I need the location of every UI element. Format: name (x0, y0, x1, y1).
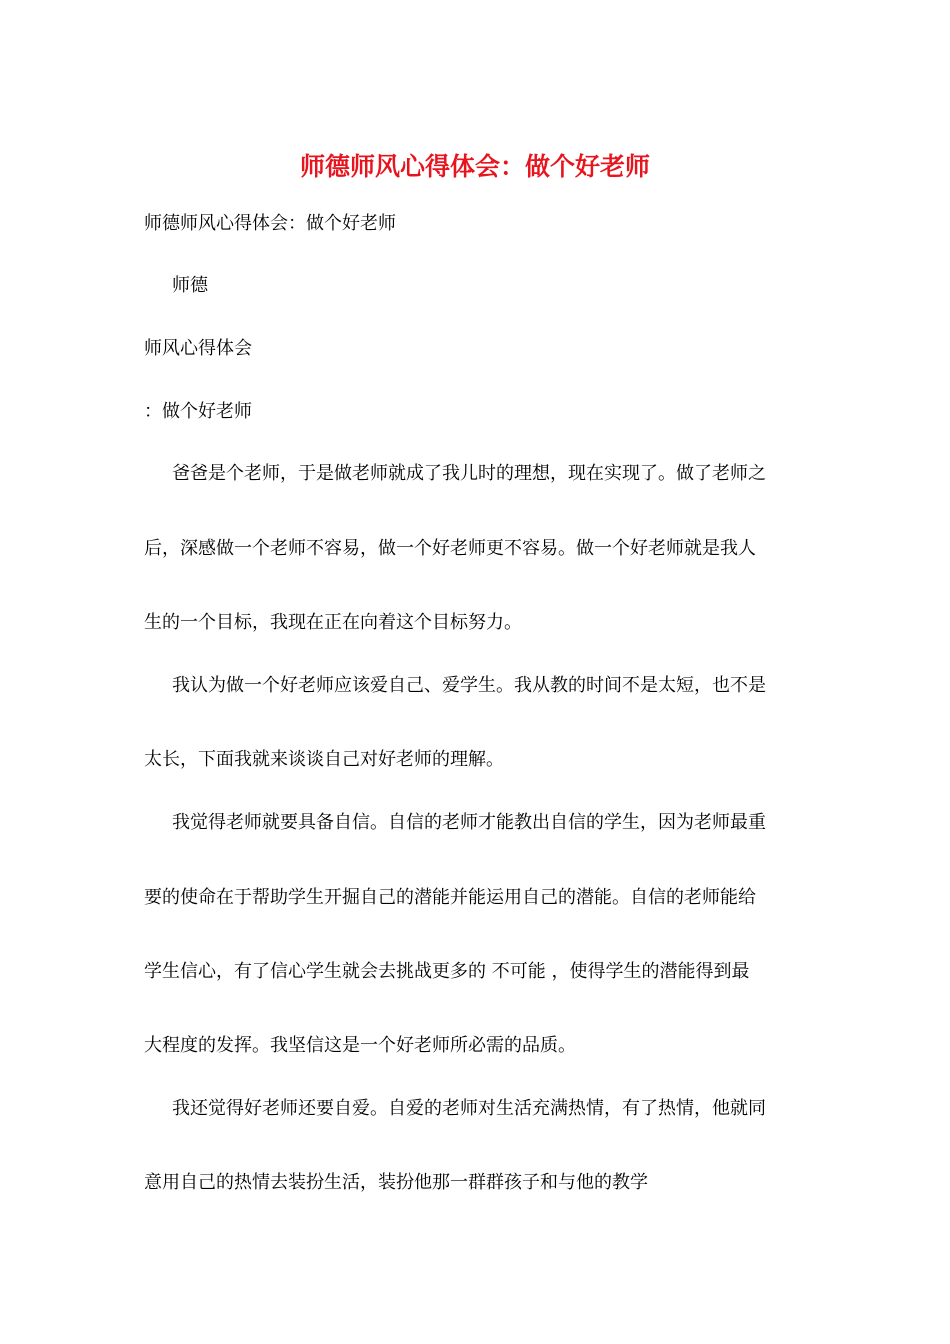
paragraph-line: 意用自己的热情去装扮生活，装扮他那一群群孩子和与他的教学 (144, 1172, 648, 1193)
paragraph-line: 爸爸是个老师，于是做老师就成了我儿时的理想，现在实现了。做了老师之 (172, 463, 766, 484)
heading-fragment-line: 师德 (172, 275, 208, 296)
paragraph-line: 大程度的发挥。我坚信这是一个好老师所必需的品质。 (144, 1035, 576, 1056)
heading-fragment-line: 师风心得体会 (144, 338, 252, 359)
paragraph-line: 要的使命在于帮助学生开掘自己的潜能并能运用自己的潜能。自信的老师能给 (144, 887, 756, 908)
paragraph-line: 我还觉得好老师还要自爱。自爱的老师对生活充满热情，有了热情，他就同 (172, 1098, 766, 1119)
paragraph-line: 后，深感做一个老师不容易，做一个好老师更不容易。做一个好老师就是我人 (144, 538, 756, 559)
heading-fragment-line: ：做个好老师 (144, 401, 252, 422)
paragraph-line: 我认为做一个好老师应该爱自己、爱学生。我从教的时间不是太短，也不是 (172, 675, 766, 696)
paragraph-line: 我觉得老师就要具备自信。自信的老师才能教出自信的学生，因为老师最重 (172, 812, 766, 833)
document-title: 师德师风心得体会：做个好老师 (299, 152, 650, 181)
paragraph-line: 太长，下面我就来谈谈自己对好老师的理解。 (144, 749, 504, 770)
paragraph-line: 学生信心，有了信心学生就会去挑战更多的 不可能 ，使得学生的潜能得到最 (144, 961, 750, 982)
paragraph-line: 生的一个目标，我现在正在向着这个目标努力。 (144, 612, 522, 633)
subtitle-line: 师德师风心得体会：做个好老师 (144, 213, 396, 234)
